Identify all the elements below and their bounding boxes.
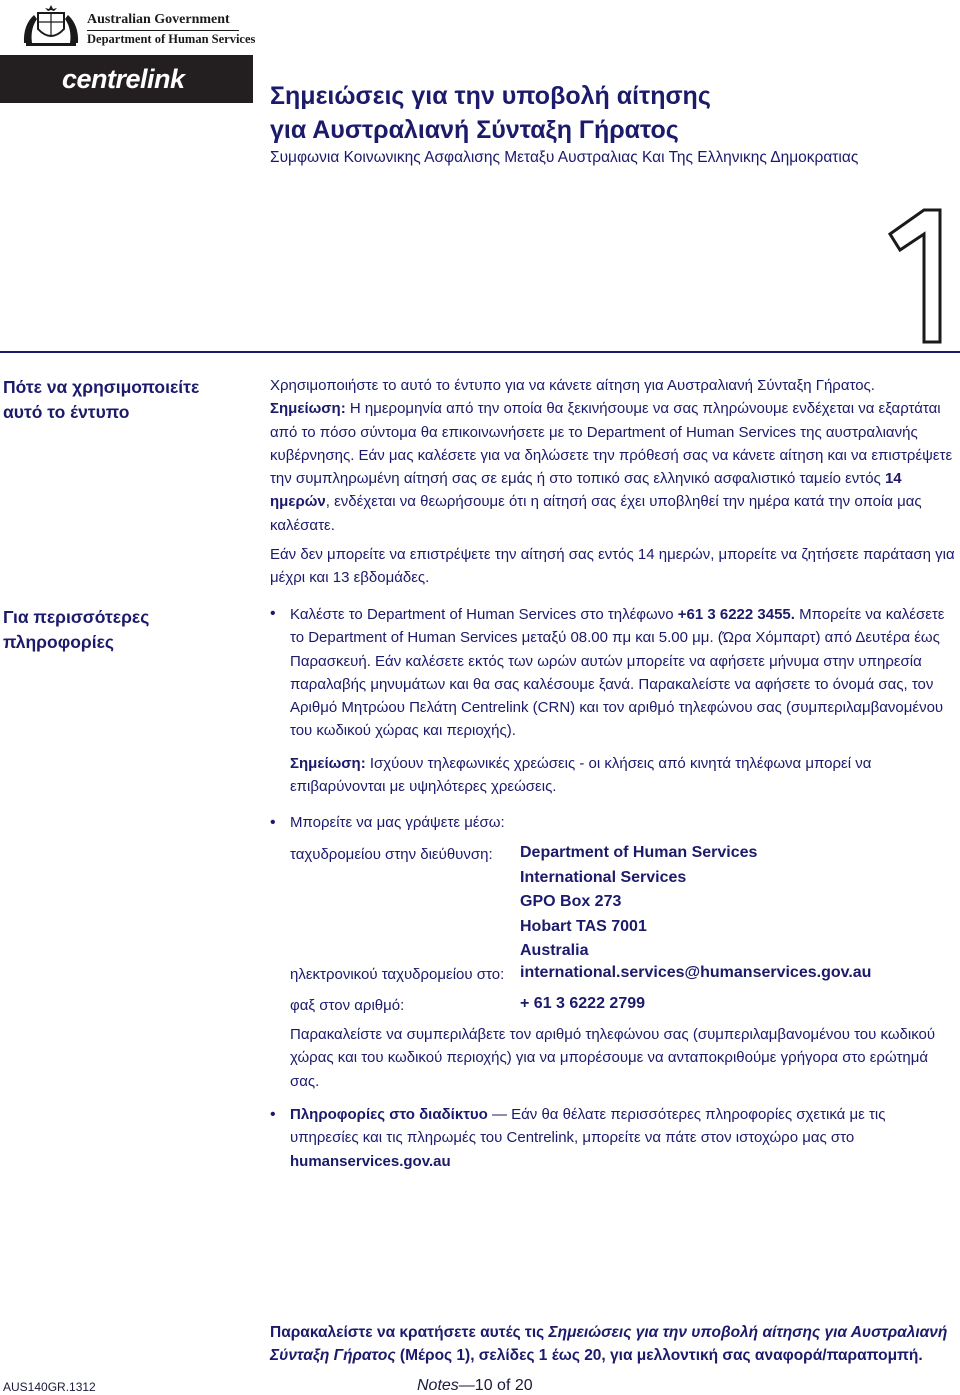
notes-label: Notes — [417, 1377, 459, 1394]
keep-notes-reminder — [270, 1322, 950, 1367]
page-title-line1: Σημειώσεις για την υποβολή αίτησης — [270, 82, 711, 110]
note-text-end: , ενδέχεται να θεωρήσουμε ότι η αίτησή σας έχει υποβληθεί την ημέρα κατά την οποία μας καλέσατε. — [270, 493, 922, 534]
more-info-heading — [3, 605, 149, 655]
keep-title: Σημειώσεις για την υποβολή αίτησης για Αυστραλιανή Σύνταξη Γήρατος — [270, 1324, 948, 1364]
page-subtitle: Συμφωνια Κοινωνικης Ασφαλισης Μεταξυ Αυστραλιας Και Της Ελληνικης Δημοκρατιας — [270, 149, 859, 166]
fax-number: + 61 3 6222 2799 — [520, 995, 646, 1012]
address-line: Australia — [520, 942, 589, 959]
note-text: Η ημερομηνία από την οποία θα ξεκινήσουμε να σας πληρώνουμε ενδέχεται να εξαρτάται από το πόσο σύντομα θα επικοινωνήσετε με το Department of Human Services της αυστραλιανής κυβέρνησης. Εάν μας καλέσετε για να δηλώσετε την πρόθεσή σας να κάνετε αίτηση και να επιστρέψετε την συμπληρωμένη αίτησή σας σε εμάς ή στο τοπικό σας ελληνικό ασφαλιστικό ταμείο εντός — [270, 400, 953, 488]
include-phone-text: Παρακαλείστε να συμπεριλάβετε τον αριθμό τηλεφώνου σας (συμπεριλαμβανομένου του κωδικού χώρας και του κωδικού περιοχής) για να μπορέσουμε να ανταποκριθούμε γρήγορα στο ερώτημά σας. — [290, 1026, 936, 1090]
centrelink-logo: centrelink — [62, 64, 185, 94]
charges-text: Ισχύουν τηλεφωνικές χρεώσεις - οι κλήσεις από κινητά τηλέφωνα μπορεί να επιβαρύνονται με υψηλότερες χρεώσεις. — [290, 755, 872, 796]
heading-line: Πότε να χρησιμοποιείτε — [3, 377, 200, 397]
heading-line: αυτό το έντυπο — [3, 402, 130, 422]
charges-paragraph — [290, 752, 950, 799]
website-link[interactable]: humanservices.gov.au — [290, 1152, 451, 1170]
department-title: Department of Human Services — [87, 32, 256, 46]
extension-text: Εάν δεν μπορείτε να επιστρέψετε την αίτησή σας εντός 14 ημερών, μπορείτε να ζητήσετε παράταση για μέχρι και 13 εβδομάδες. — [270, 546, 955, 587]
bullet: • — [270, 1106, 276, 1123]
online-label: Πληροφορίες στο διαδίκτυο — [290, 1106, 488, 1123]
address-line: Hobart TAS 7001 — [520, 917, 647, 935]
address-line: Department of Human Services — [520, 844, 758, 861]
page-text: —10 of 20 — [458, 1377, 533, 1394]
call-pre: Καλέστε το Department of Human Services στο τηλέφωνο — [290, 606, 678, 623]
heading-line: πληροφορίες — [3, 632, 114, 652]
header-rule — [0, 351, 960, 353]
write-intro: Μπορείτε να μας γράψετε μέσω: — [290, 814, 505, 831]
online-text: — Εάν θα θέλατε περισσότερες πληροφορίες σχετικά με τις υπηρεσίες και τις πληρωμές του Centrelink, μπορείτε να πάτε στον ιστοχώρο μας στο — [290, 1106, 886, 1147]
call-text: Μπορείτε να καλέσετε το Department of Human Services μεταξύ 08.00 πμ και 5.00 μμ. (Ώρα Χόμπαρτ) από Δευτέρα έως Παρασκευή. Εάν καλέσετε εκτός των ωρών αυτών μπορείτε να αφήσετε μήνυμα στην υπηρεσία παραλαβής μηνυμάτων και θα σας καλέσουμε ξανά. Παρακαλείστε να αφήσετε το όνομά σας, τον Αριθμό Μητρώου Πελάτη Centrelink (CRN) και τον αριθμό τηλεφώνου σας (συμπεριλαμβανομένου του κωδικού χώρας και περιοχής). — [290, 606, 945, 740]
fax-label: φαξ στον αριθμό: — [290, 997, 405, 1014]
part-number-graphic — [884, 206, 944, 346]
address-line: GPO Box 273 — [520, 893, 622, 910]
address-line: International Services — [520, 868, 687, 886]
bullet: • — [270, 605, 276, 622]
postal-address — [520, 841, 757, 964]
intro-text: Χρησιμοποιήστε το αυτό το έντυπο για να κάνετε αίτηση για Αυστραλιανή Σύνταξη Γήρατος. — [270, 377, 875, 394]
email-label: ηλεκτρονικού ταχυδρομείου στο: — [290, 966, 505, 983]
page-number — [417, 1377, 533, 1395]
form-code: AUS140GR.1312 — [3, 1380, 96, 1394]
government-title: Australian Government — [87, 12, 230, 27]
bullet: • — [270, 814, 276, 831]
header-divider — [87, 30, 239, 31]
charges-label: Σημείωση: — [290, 755, 366, 772]
page-title-line2: για Αυστραλιανή Σύνταξη Γήρατος — [270, 116, 679, 144]
when-to-use-heading — [3, 375, 199, 425]
online-paragraph — [290, 1103, 900, 1173]
postal-label: ταχυδρομείου στην διεύθυνση: — [290, 846, 493, 863]
when-to-use-body — [270, 374, 955, 590]
keep-pre: Παρακαλείστε να κρατήσετε αυτές τις — [270, 1324, 549, 1341]
call-phone: +61 3 6222 3455. — [677, 606, 795, 623]
coat-of-arms-icon — [20, 5, 82, 47]
note-label: Σημείωση: — [270, 400, 346, 418]
note-days: 14 ημερών — [270, 470, 902, 511]
keep-post: (Μέρος 1), σελίδες 1 έως 20, για μελλοντική σας αναφορά/παραπομπή. — [395, 1346, 923, 1364]
heading-line: Για περισσότερες — [3, 607, 150, 627]
email-link[interactable]: international.services@humanservices.gov.au — [520, 964, 872, 981]
note-paragraph — [270, 397, 955, 537]
call-paragraph — [290, 603, 950, 743]
